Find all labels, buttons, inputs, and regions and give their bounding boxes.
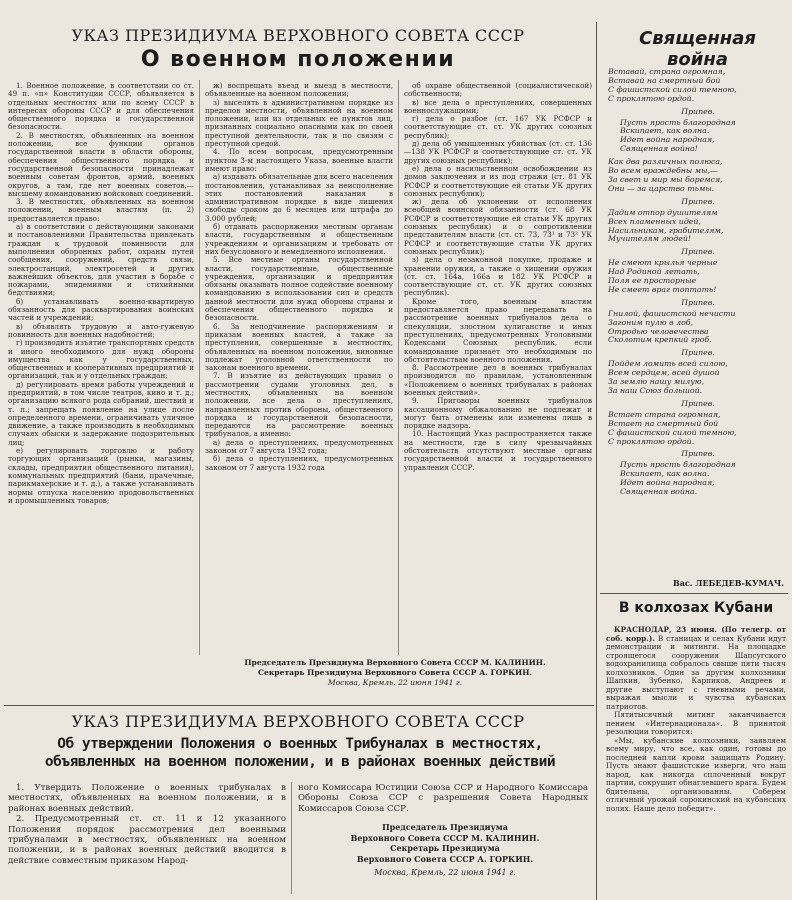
decree2-header: УКАЗ ПРЕЗИДИУМА ВЕРХОВНОГО СОВЕТА СССР (71, 712, 525, 731)
song-refrain-label: Припев. (681, 196, 715, 206)
decree-signatures (200, 658, 590, 688)
song-chorus-final: Пусть ярость благородная Вскипает, как волна. Идет война народная, Священная война. (620, 460, 736, 497)
decree-column-3 (404, 82, 592, 472)
song-stanza-6: Пойдем ломить всей силою, Всем сердцем, всей душой За землю нашу милую, За наш Союз большой. (608, 359, 728, 395)
song-stanza-2: Как два различных полюса, Во всем враждебны мы,— За свет и мир мы боремся, Они — за царство тьмы. (608, 157, 723, 193)
decree-paragraph: об охране общественной (социалистической) собственности; (404, 81, 592, 99)
decree-paragraph: Кроме того, военным властям предоставляется право передавать на рассмотрение военных трибуналов дела о спекуляции, злостном хулиганстве и иных преступлениях, предусмотренных Уголовными Кодексами Союзных республик, если командование признает это необходимым по обстоятельствам военного положения. (404, 296, 592, 364)
kuban-paragraph-1: В станицах и селах Кубани идут демонстрации и митинги. На площадке строящегося сооружения Шапсугского водохранилища собралось свыше пяти тысяч колхозников. Один за другим колхозники Шапкин, Зубенко, Карпиков, Андреев и другие выступают с гневными речами, выражая мысли и чувства кубанских патриотов. (606, 633, 786, 711)
decree-header: УКАЗ ПРЕЗИДИУМА ВЕРХОВНОГО СОВЕТА СССР (71, 26, 525, 45)
column-divider-decree2 (291, 782, 292, 894)
song-refrain-label: Припев. (681, 106, 715, 116)
decree2-title: Об утверждении Положения о военных Трибуналах в местностях, объявленных на военном положении, и в районах военных действий (44, 736, 556, 770)
kuban-paragraph-2: Пятитысячный митинг заканчивается пением «Интернационала». В принятой резолюции говорится: (606, 710, 786, 736)
decree-paragraph: в) объявлять трудовую и авто-гужевую повинность для военных надобностей; (8, 321, 194, 339)
decree-paragraph: 1. Утвердить Положение о военных трибуналах в местностях, объявленных на военном положении, и в районах военных действий. (8, 783, 286, 814)
kuban-article (606, 626, 786, 813)
column-divider-2 (398, 80, 399, 655)
decree-column-1 (8, 82, 194, 505)
decree-paragraph: а) дела о преступлениях, предусмотренных законом от 7 августа 1932 года; (205, 437, 393, 456)
decree-paragraph: б) отдавать распоряжения местным органам власти, государственным и общественным учреждениям и организациям и требовать от них безусловного и немедленного исполнения. (205, 222, 393, 256)
decree-paragraph: 9. Приговоры военных трибуналов кассационному обжалованию не подлежат и могут быть отменены или изменены лишь в порядке надзора. (404, 396, 592, 431)
decree2-paragraph: ного Комиссара Юстиции Союза ССР и Народного Комиссара Обороны Союза ССР с разрешения Совета Народных Комиссаров Союза ССР. (298, 783, 588, 814)
song-lyrics (608, 68, 788, 501)
decree2-sig-c: Секретарь Президиума (390, 843, 500, 853)
decree2-sig-a: Председатель Президиума (382, 822, 508, 832)
song-refrain-label: Припев. (681, 449, 715, 459)
decree-paragraph: 3. В местностях, объявленных на военном положении, военным властям (п. 2) предоставляется право: (8, 197, 194, 223)
decree-paragraph: 10. Настоящий Указ распространяется также на местности, где в силу чрезвычайных обстоятельств отсутствуют местные органы государственной власти и государственного управления СССР. (404, 429, 592, 472)
decree2-signatures (300, 822, 590, 879)
decree-paragraph: ж) дела об уклонении от исполнения всеобщей воинской обязанности (ст. 68 УК РСФСР и соответствующие ей статьи УК других союзных республик) и о сопротивлении представителям власти (ст. ст. 73, 73¹ и 73² УК РСФСР и соответствующие статьи УК других союзных республик); (404, 197, 592, 256)
song-separator (600, 593, 788, 594)
decree-paragraph: 1. Военное положение, в соответствии со ст. 49 п. «п» Конституции СССР, объявляется в отдельных местностях или по всему СССР в интересах обороны СССР и для обеспечения общественного порядка и государственной безопасности. (8, 81, 194, 132)
decree2-sig-d: Верховного Совета СССР А. ГОРКИН. (356, 853, 534, 864)
decree-paragraph: 5. Все местные органы государственной власти, государственные, общественные учреждения, организации и предприятия обязаны оказывать полное содействие военному командованию в использовании сил и средств данной местности для нужд обороны страны и обеспечения общественного порядка и безопасности. (205, 255, 393, 323)
kuban-paragraph-3: «Мы, кубанские колхозники, заявляем всему миру, что все, как один, готовы до последней капли крови защищать Родину. Пусть знают фашистские изверги, что наш народ, как никогда сплоченный вокруг партии, сокрушит обнаглевшего врага. Будем бдительны, организованны. Соберем отличный урожай сорокинский на кубанских полях. Наше дело победит». (606, 735, 786, 813)
decree-paragraph: в) все дела о преступлениях, совершенных военнослужащими; (404, 97, 592, 115)
column-divider-1 (199, 80, 200, 655)
decree-paragraph: д) регулировать время работы учреждений и предприятий, в том числе театров, кино и т. д.; организацию всякого рода собраний, шествий и т. п.; запрещать появление на улице после определенного времени, ограничивать уличное движение, а также производить в необходимых случаях обыски и задержание подозрительных лиц; (8, 379, 194, 447)
decree2-date: Москва, Кремль, 22 июня 1941 г. (374, 868, 516, 877)
decree-paragraph: ж) воспрещать въезд и выезд в местности, объявленные на военном положении; (205, 81, 393, 99)
decree-paragraph: е) регулировать торговлю и работу торгующих организаций (рынки, магазины, склады, предприятия общественного питания), коммунальных предприятий (бани, прачечные, парикмахерские и т. д.), а также устанавливать нормы отпуска населению продовольственных и промышленных товаров; (8, 446, 194, 505)
decree-paragraph: г) производить изъятие транспортных средств и иного необходимого для нужд обороны имущества как у государственных, общественных и кооперативных предприятий и организаций, так и у отдельных граждан; (8, 338, 194, 381)
song-stanza-4: Не смеют крылья черные Над Родиной летать, Поля ее просторные Не смеет враг топтать! (608, 258, 718, 294)
song-stanza-1: Вставай, страна огромная, Вставай на смертный бой С фашистской силой темною, С проклятою ордой. (608, 67, 737, 103)
kuban-dateline: КРАСНОДАР, 23 июня. (По телегр. от соб. корр.). (606, 625, 786, 643)
decree-date: Москва, Кремль. 22 июня 1941 г. (327, 678, 463, 687)
decree-paragraph: 8. Рассмотрение дел в военных трибуналах производится по правилам, установленным «Положением о военных трибуналах в районах военных действий». (404, 363, 592, 397)
decree-paragraph: 7. В изъятие из действующих правил о рассмотрении судами уголовных дел, в местностях, объявленных на военном положении, все дела о преступлениях, направленных против обороны, общественного порядка и государственной безопасности, передаются на рассмотрение военных трибуналов, а именно: (205, 371, 393, 439)
decree-paragraph: е) дела о насильственном освобождении из домов заключения и из под стражи (ст. 81 УК РСФСР и соответствующие ей статьи УК других союзных республик); (404, 163, 592, 198)
decree-paragraph: б) дела о преступлениях, предусмотренных законом от 7 августа 1932 года (205, 454, 393, 472)
song-stanza-5: Гнилой, фашистской нечисти Загоним пулю в лоб, Отродью человечества Сколотим крепкий гроб. (608, 308, 736, 345)
decree-paragraph: г) дела о разбое (ст. 167 УК РСФСР и соответствующие ст. ст. УК других союзных республик); (404, 114, 592, 140)
song-title: Священная война (639, 28, 756, 70)
decree2-column-2 (298, 783, 588, 814)
decree2-column-1 (8, 783, 286, 866)
decree-title: О военном положении (140, 47, 456, 72)
song-refrain-label: Припев. (681, 297, 715, 307)
decree-paragraph: 6. За неподчинение распоряжениям и приказам военных властей, а также за преступления, совершенные в местностях, объявленных на военном положении, виновные подлежат уголовной ответственности по законам военного времени. (205, 321, 393, 373)
signature-gorkin: Секретарь Президиума Верховного Совета СССР А. ГОРКИН. (257, 668, 533, 677)
decree-paragraph: б) устанавливать военно-квартирную обязанность для расквартирования воинских частей и учреждений; (8, 296, 194, 323)
decree2-sig-b: Верховного Совета СССР М. КАЛИНИН. (350, 832, 540, 843)
song-refrain-label: Припев. (681, 348, 715, 358)
song-refrain-label: Припев. (681, 247, 715, 257)
decree-separator (4, 705, 594, 706)
decree-paragraph: 4. По всем вопросам, предусмотренным пунктом 3-м настоящего Указа, военные власти имеют право: (205, 147, 393, 173)
song-stanza-7: Встает страна огромная, Встает на смертный бой С фашистской силой темною, С проклятою ордой. (608, 409, 737, 446)
decree-paragraph: з) дела о незаконной покупке, продаже и хранении оружия, а также о хищении оружия (ст. ст. 164а, 166а и 182 УК РСФСР и соответствующие ст. ст. УК других союзных республик). (404, 255, 592, 298)
decree-paragraph: а) издавать обязательные для всего населения постановления, устанавливая за неисполнение этих постановлений наказания в административном порядке в виде лишения свободы сроком до 6 месяцев или штрафа до 3.000 рублей; (205, 172, 393, 223)
song-chorus: Пусть ярость благородная Вскипает, как волна. Идет война народная, Священная война! (620, 117, 736, 154)
decree-paragraph: а) в соответствии с действующими законами и постановлениями Правительства привлекать граждан к трудовой повинности для выполнения оборонных работ, охраны путей сообщения, сооружений, средств связи, электростанций, электросетей и других важнейших объектов, для участия в борьбе с пожарами, эпидемиями и стихийными бедствиями; (8, 222, 194, 298)
song-stanza-3: Дадим отпор душителям Всех пламенных идей, Насильникам, грабителям, Мучителям людей! (608, 207, 724, 244)
column-divider-main (596, 22, 597, 900)
decree-paragraph: 2. Предусмотренный ст. ст. 11 и 12 указанного Положения порядок рассмотрения дел военными трибуналами в местностях, объявленных на военном положении, и в районах военных действий вводится в действие совместным приказом Народ- (8, 814, 286, 866)
song-refrain-label: Припев. (681, 398, 715, 408)
decree-column-2 (205, 82, 393, 472)
song-author: Вас. ЛЕБЕДЕВ-КУМАЧ. (672, 578, 784, 588)
decree-paragraph: д) дела об умышленных убийствах (ст. ст. 136—138 УК РСФСР и соответствующие ст. ст. УК других союзных республик); (404, 139, 592, 165)
kuban-title: В колхозах Кубани (618, 600, 774, 616)
decree-paragraph: з) выселять в административном порядке из пределов местности, объявленной на военном положении, или из отдельных ее пунктов лиц, признанных социально опасными как по своей преступной деятельности, так и по связям с преступной средой. (205, 97, 393, 149)
signature-kalinin: Председатель Президиума Верховного Совета СССР М. КАЛИНИН. (244, 658, 546, 667)
decree-paragraph: 2. В местностях, объявленных на военном положении, все функции органов государственной власти в области обороны, обеспечения общественного порядка и государственной безопасности принадлежат военным советам фронтов, армий, военных округов, а там, где нет военных советов,—высшему командованию войсковых соединений. (8, 130, 194, 198)
